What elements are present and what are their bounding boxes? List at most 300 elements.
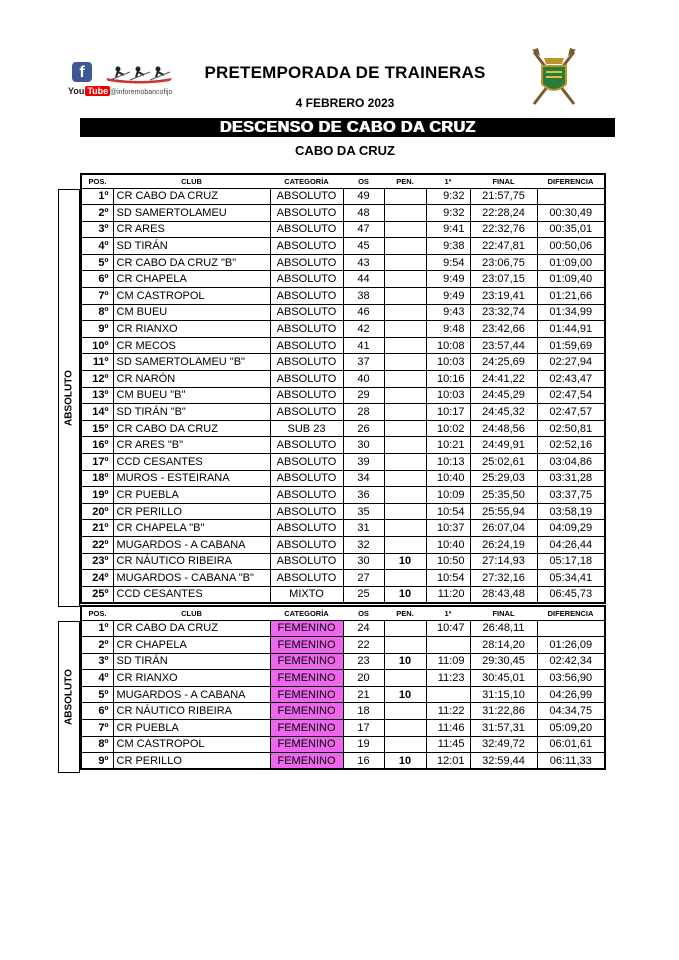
cell-os: 16: [343, 753, 384, 770]
cell-club: CR CHAPELA "B": [113, 520, 270, 537]
cell-final-time: 24:48,56: [470, 420, 537, 437]
cell-pen: 10: [384, 686, 426, 703]
cell-pos: 25º: [81, 586, 113, 603]
cell-pos: 20º: [81, 503, 113, 520]
cell-final-time: 24:49,91: [470, 437, 537, 454]
cell-first-split: [426, 637, 470, 654]
cell-first-split: 9:41: [426, 221, 470, 238]
social-handle: @inforemobancofijo: [110, 89, 173, 96]
cell-pos: 4º: [81, 238, 113, 255]
cell-club: CR CABO DA CRUZ: [113, 188, 270, 205]
cell-os: 40: [343, 371, 384, 388]
cell-final-time: 23:42,66: [470, 321, 537, 338]
cell-difference: 03:31,28: [537, 470, 605, 487]
cell-difference: 04:26,44: [537, 536, 605, 553]
cell-pen: 10: [384, 586, 426, 603]
cell-final-time: 24:41,22: [470, 371, 537, 388]
cell-os: 49: [343, 188, 384, 205]
cell-difference: 01:44,91: [537, 321, 605, 338]
table-row: [81, 420, 605, 437]
cell-final-time: 32:59,44: [470, 753, 537, 770]
cell-category: ABSOLUTO: [270, 387, 343, 404]
cell-first-split: 10:13: [426, 454, 470, 471]
venue-subtitle: CABO DA CRUZ: [295, 143, 395, 158]
cell-first-split: 10:08: [426, 337, 470, 354]
cell-pen: [384, 221, 426, 238]
cell-category: ABSOLUTO: [270, 454, 343, 471]
table-row: [81, 354, 605, 371]
cell-first-split: 10:02: [426, 420, 470, 437]
col-dif: DIFERENCIA: [547, 176, 594, 186]
table-row: [81, 321, 605, 338]
cell-category: ABSOLUTO: [270, 337, 343, 354]
cell-first-split: 9:54: [426, 254, 470, 271]
cell-club: MUGARDOS - A CABANA: [113, 536, 270, 553]
cell-pen: [384, 437, 426, 454]
cell-club: MUGARDOS - CABANA "B": [113, 570, 270, 587]
cell-pen: [384, 503, 426, 520]
cell-os: 34: [343, 470, 384, 487]
cell-os: 48: [343, 205, 384, 222]
cell-category: ABSOLUTO: [270, 570, 343, 587]
cell-category: ABSOLUTO: [270, 221, 343, 238]
cell-first-split: 9:38: [426, 238, 470, 255]
cell-club: CR MECOS: [113, 337, 270, 354]
cell-os: 19: [343, 736, 384, 753]
cell-pos: 6º: [81, 271, 113, 288]
cell-os: 39: [343, 454, 384, 471]
cell-category: ABSOLUTO: [270, 437, 343, 454]
cell-pos: 24º: [81, 570, 113, 587]
col-cat: CATEGORÍA: [284, 176, 329, 186]
cell-club: SD SAMERTOLAMEU "B": [113, 354, 270, 371]
cell-pos: 2º: [81, 637, 113, 654]
cell-club: SD TIRÁN: [113, 653, 270, 670]
cell-pen: [384, 720, 426, 737]
cell-pos: 7º: [81, 720, 113, 737]
cell-os: 21: [343, 686, 384, 703]
cell-final-time: 23:07,15: [470, 271, 537, 288]
cell-final-time: 27:14,93: [470, 553, 537, 570]
cell-os: 43: [343, 254, 384, 271]
cell-first-split: 10:54: [426, 570, 470, 587]
cell-pos: 11º: [81, 354, 113, 371]
cell-difference: 02:47,57: [537, 404, 605, 421]
cell-category: ABSOLUTO: [270, 404, 343, 421]
table-row: [81, 653, 605, 670]
cell-pen: 10: [384, 753, 426, 770]
cell-difference: 03:58,19: [537, 503, 605, 520]
cell-final-time: 25:35,50: [470, 487, 537, 504]
cell-pen: [384, 304, 426, 321]
cell-difference: 06:01,61: [537, 736, 605, 753]
cell-club: CR CHAPELA: [113, 271, 270, 288]
cell-difference: 01:34,99: [537, 304, 605, 321]
cell-pos: 5º: [81, 686, 113, 703]
cell-club: MUROS - ESTEIRANA: [113, 470, 270, 487]
banner-title: DESCENSO DE CABO DA CRUZ: [219, 119, 476, 136]
cell-club: CR PERILLO: [113, 753, 270, 770]
table-row: [81, 620, 605, 637]
cell-club: CR CABO DA CRUZ: [113, 620, 270, 637]
cell-club: MUGARDOS - A CABANA: [113, 686, 270, 703]
table-row: [81, 205, 605, 222]
cell-first-split: [426, 686, 470, 703]
table-row: [81, 387, 605, 404]
cell-final-time: 24:45,32: [470, 404, 537, 421]
cell-difference: 02:47,54: [537, 387, 605, 404]
table-row: [81, 670, 605, 687]
cell-os: 30: [343, 553, 384, 570]
cell-difference: 02:50,81: [537, 420, 605, 437]
cell-first-split: 10:40: [426, 470, 470, 487]
cell-pos: 8º: [81, 304, 113, 321]
cell-final-time: 31:15,10: [470, 686, 537, 703]
cell-first-split: 10:54: [426, 503, 470, 520]
cell-difference: 01:09,00: [537, 254, 605, 271]
cell-first-split: 10:37: [426, 520, 470, 537]
cell-difference: 04:26,99: [537, 686, 605, 703]
cell-category: FEMENINO: [270, 753, 343, 770]
table-row: [81, 254, 605, 271]
table-header: [81, 174, 605, 188]
cell-os: 41: [343, 337, 384, 354]
cell-category: FEMENINO: [270, 653, 343, 670]
cell-first-split: 11:46: [426, 720, 470, 737]
cell-difference: 06:45,73: [537, 586, 605, 603]
cell-category: ABSOLUTO: [270, 205, 343, 222]
cell-first-split: 11:23: [426, 670, 470, 687]
cell-pen: [384, 520, 426, 537]
cell-category: ABSOLUTO: [270, 503, 343, 520]
table-row: [81, 586, 605, 603]
col-os: OS: [358, 176, 369, 186]
table-row: [81, 437, 605, 454]
cell-pos: 4º: [81, 670, 113, 687]
table-row: [81, 720, 605, 737]
cell-pen: [384, 271, 426, 288]
table-row: [81, 271, 605, 288]
cell-difference: 04:34,75: [537, 703, 605, 720]
table-row: [81, 470, 605, 487]
cell-pen: 10: [384, 553, 426, 570]
col-final: FINAL: [492, 176, 515, 186]
cell-club: CR RIANXO: [113, 321, 270, 338]
cell-club: CR PUEBLA: [113, 720, 270, 737]
cell-pos: 2º: [81, 205, 113, 222]
cell-difference: 01:09,40: [537, 271, 605, 288]
table-row: [81, 371, 605, 388]
table-row: [81, 238, 605, 255]
cell-pen: [384, 570, 426, 587]
table-row: [81, 304, 605, 321]
cell-first-split: 10:47: [426, 620, 470, 637]
cell-final-time: 25:02,61: [470, 454, 537, 471]
cell-pos: 17º: [81, 454, 113, 471]
cell-pos: 3º: [81, 221, 113, 238]
cell-category: FEMENINO: [270, 686, 343, 703]
cell-difference: 06:11,33: [537, 753, 605, 770]
cell-os: 42: [343, 321, 384, 338]
cell-category: ABSOLUTO: [270, 371, 343, 388]
results-table: [80, 173, 606, 604]
cell-final-time: 26:48,11: [470, 620, 537, 637]
facebook-icon[interactable]: f: [72, 62, 92, 82]
table-header: [81, 606, 605, 620]
cell-pen: [384, 420, 426, 437]
cell-club: SD SAMERTOLAMEU: [113, 205, 270, 222]
cell-category: ABSOLUTO: [270, 321, 343, 338]
cell-os: 23: [343, 653, 384, 670]
cell-pen: [384, 703, 426, 720]
cell-pos: 3º: [81, 653, 113, 670]
cell-pos: 7º: [81, 288, 113, 305]
cell-category: ABSOLUTO: [270, 553, 343, 570]
cell-category: ABSOLUTO: [270, 288, 343, 305]
col-pen: PEN.: [396, 608, 414, 618]
cell-pen: [384, 321, 426, 338]
cell-final-time: 22:32,76: [470, 221, 537, 238]
cell-pos: 22º: [81, 536, 113, 553]
event-banner: [80, 118, 615, 137]
cell-first-split: 9:32: [426, 205, 470, 222]
cell-pos: 10º: [81, 337, 113, 354]
cell-category: ABSOLUTO: [270, 354, 343, 371]
cell-difference: 05:34,41: [537, 570, 605, 587]
cell-first-split: 9:49: [426, 288, 470, 305]
cell-club: CR ARES "B": [113, 437, 270, 454]
event-date: 4 FEBRERO 2023: [295, 96, 395, 110]
table-row: [81, 536, 605, 553]
cell-os: 29: [343, 387, 384, 404]
cell-difference: 01:59,69: [537, 337, 605, 354]
cell-club: CM BUEU: [113, 304, 270, 321]
cell-difference: 05:09,20: [537, 720, 605, 737]
cell-first-split: 11:09: [426, 653, 470, 670]
cell-pos: 15º: [81, 420, 113, 437]
cell-category: FEMENINO: [270, 637, 343, 654]
cell-club: CM BUEU "B": [113, 387, 270, 404]
cell-final-time: 22:47,81: [470, 238, 537, 255]
table-row: [81, 570, 605, 587]
col-pos: POS.: [88, 608, 107, 618]
cell-pos: 1º: [81, 620, 113, 637]
col-pos: POS.: [88, 176, 107, 186]
cell-os: 38: [343, 288, 384, 305]
cell-difference: 02:52,16: [537, 437, 605, 454]
results-table: [80, 605, 606, 770]
col-pen: PEN.: [396, 176, 414, 186]
cell-pen: [384, 188, 426, 205]
table-row: [81, 404, 605, 421]
crest-oars-icon: [530, 48, 578, 108]
table-row: [81, 553, 605, 570]
cell-pen: [384, 536, 426, 553]
cell-os: 46: [343, 304, 384, 321]
cell-category: ABSOLUTO: [270, 304, 343, 321]
cell-os: 25: [343, 586, 384, 603]
cell-pos: 16º: [81, 437, 113, 454]
cell-pos: 14º: [81, 404, 113, 421]
cell-club: CR NARÓN: [113, 371, 270, 388]
cell-pen: [384, 620, 426, 637]
cell-difference: 03:37,75: [537, 487, 605, 504]
table-row: [81, 188, 605, 205]
cell-os: 44: [343, 271, 384, 288]
cell-pen: [384, 205, 426, 222]
cell-os: 20: [343, 670, 384, 687]
cell-pen: [384, 337, 426, 354]
cell-final-time: 24:25,69: [470, 354, 537, 371]
cell-pos: 5º: [81, 254, 113, 271]
cell-category: FEMENINO: [270, 736, 343, 753]
cell-first-split: 9:49: [426, 271, 470, 288]
table-row: [81, 487, 605, 504]
cell-final-time: 22:28,24: [470, 205, 537, 222]
cell-pos: 8º: [81, 736, 113, 753]
cell-first-split: 12:01: [426, 753, 470, 770]
table-row: [81, 753, 605, 770]
rowers-logo-icon: [104, 62, 174, 84]
cell-final-time: 24:45,29: [470, 387, 537, 404]
cell-final-time: 26:24,19: [470, 536, 537, 553]
cell-pos: 1º: [81, 188, 113, 205]
cell-club: CR CABO DA CRUZ "B": [113, 254, 270, 271]
cell-club: CM CASTROPOL: [113, 288, 270, 305]
cell-first-split: 10:03: [426, 387, 470, 404]
col-t1: 1ª: [444, 176, 452, 186]
cell-final-time: 26:07,04: [470, 520, 537, 537]
cell-os: 24: [343, 620, 384, 637]
cell-pen: [384, 387, 426, 404]
cell-pen: [384, 288, 426, 305]
cell-club: CR RIANXO: [113, 670, 270, 687]
cell-first-split: 11:45: [426, 736, 470, 753]
cell-difference: 02:42,34: [537, 653, 605, 670]
cell-final-time: 23:19,41: [470, 288, 537, 305]
cell-pen: [384, 238, 426, 255]
section-label: ABSOLUTO: [58, 621, 80, 773]
cell-pen: [384, 404, 426, 421]
cell-club: CM CASTROPOL: [113, 736, 270, 753]
cell-pen: [384, 670, 426, 687]
cell-first-split: 11:20: [426, 586, 470, 603]
cell-os: 30: [343, 437, 384, 454]
cell-final-time: 23:06,75: [470, 254, 537, 271]
cell-os: 47: [343, 221, 384, 238]
cell-club: CR NÁUTICO RIBEIRA: [113, 703, 270, 720]
cell-pen: [384, 354, 426, 371]
cell-first-split: 9:43: [426, 304, 470, 321]
cell-club: CR CHAPELA: [113, 637, 270, 654]
col-dif: DIFERENCIA: [547, 608, 594, 618]
cell-pos: 23º: [81, 553, 113, 570]
cell-pen: 10: [384, 653, 426, 670]
col-t1: 1ª: [444, 608, 452, 618]
cell-first-split: 10:09: [426, 487, 470, 504]
cell-final-time: 32:49,72: [470, 736, 537, 753]
cell-final-time: 29:30,45: [470, 653, 537, 670]
cell-category: FEMENINO: [270, 703, 343, 720]
cell-club: CR CABO DA CRUZ: [113, 420, 270, 437]
cell-os: 17: [343, 720, 384, 737]
cell-club: CCD CESANTES: [113, 454, 270, 471]
table-row: [81, 288, 605, 305]
cell-first-split: 11:22: [426, 703, 470, 720]
cell-pen: [384, 736, 426, 753]
youtube-icon[interactable]: You Tube: [68, 86, 109, 96]
cell-club: CR ARES: [113, 221, 270, 238]
social-logos: [66, 60, 176, 104]
cell-final-time: 23:57,44: [470, 337, 537, 354]
cell-difference: 01:26,09: [537, 637, 605, 654]
cell-difference: 00:50,06: [537, 238, 605, 255]
col-final: FINAL: [492, 608, 515, 618]
cell-first-split: 10:17: [426, 404, 470, 421]
table-row: [81, 637, 605, 654]
table-row: [81, 736, 605, 753]
cell-club: SD TIRÁN "B": [113, 404, 270, 421]
table-row: [81, 503, 605, 520]
cell-category: ABSOLUTO: [270, 188, 343, 205]
cell-club: CR PERILLO: [113, 503, 270, 520]
cell-category: ABSOLUTO: [270, 470, 343, 487]
cell-final-time: 28:43,48: [470, 586, 537, 603]
cell-final-time: 31:22,86: [470, 703, 537, 720]
table-row: [81, 520, 605, 537]
cell-final-time: 27:32,16: [470, 570, 537, 587]
cell-category: ABSOLUTO: [270, 520, 343, 537]
cell-difference: 02:43,47: [537, 371, 605, 388]
table-row: [81, 686, 605, 703]
cell-os: 22: [343, 637, 384, 654]
cell-pos: 9º: [81, 753, 113, 770]
cell-category: FEMENINO: [270, 670, 343, 687]
cell-category: ABSOLUTO: [270, 487, 343, 504]
cell-pen: [384, 637, 426, 654]
table-row: [81, 221, 605, 238]
cell-first-split: 10:21: [426, 437, 470, 454]
cell-difference: 00:35,01: [537, 221, 605, 238]
cell-category: MIXTO: [270, 586, 343, 603]
cell-difference: [537, 620, 605, 637]
cell-club: CR NÁUTICO RIBEIRA: [113, 553, 270, 570]
cell-os: 35: [343, 503, 384, 520]
cell-os: 32: [343, 536, 384, 553]
cell-final-time: 25:55,94: [470, 503, 537, 520]
table-row: [81, 454, 605, 471]
cell-first-split: 9:32: [426, 188, 470, 205]
cell-os: 27: [343, 570, 384, 587]
cell-final-time: 31:57,31: [470, 720, 537, 737]
cell-difference: 03:56,90: [537, 670, 605, 687]
cell-first-split: 10:40: [426, 536, 470, 553]
cell-pen: [384, 254, 426, 271]
cell-category: ABSOLUTO: [270, 238, 343, 255]
cell-difference: 01:21,66: [537, 288, 605, 305]
col-club: CLUB: [181, 608, 202, 618]
cell-club: SD TIRÁN: [113, 238, 270, 255]
cell-first-split: 10:50: [426, 553, 470, 570]
cell-final-time: 28:14,20: [470, 637, 537, 654]
table-row: [81, 703, 605, 720]
cell-pos: 9º: [81, 321, 113, 338]
col-cat: CATEGORÍA: [284, 608, 329, 618]
cell-first-split: 10:16: [426, 371, 470, 388]
cell-difference: 00:30,49: [537, 205, 605, 222]
cell-category: FEMENINO: [270, 620, 343, 637]
cell-difference: 04:09,29: [537, 520, 605, 537]
